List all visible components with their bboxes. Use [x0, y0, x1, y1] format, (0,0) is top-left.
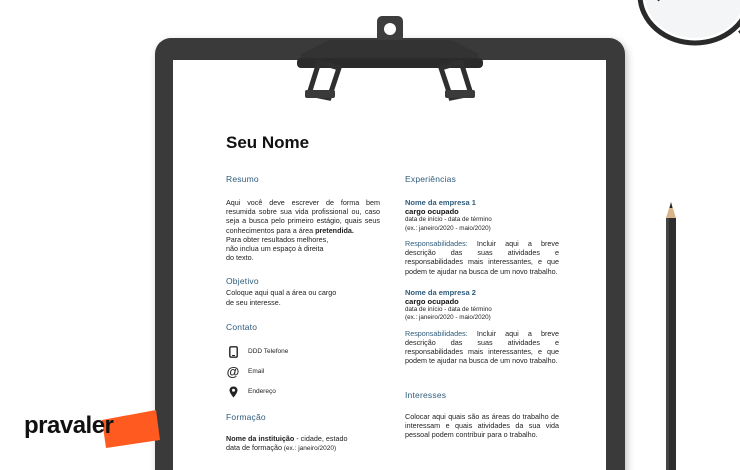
contact-phone: DDD Telefone: [226, 342, 380, 362]
clipboard-clip: [289, 14, 489, 104]
contact-email: @ Email: [226, 364, 265, 380]
experience-item-1: [405, 198, 559, 276]
contact-address: Endereço: [226, 382, 380, 402]
dates: data de início - data de término: [405, 305, 492, 313]
role: cargo ocupado: [405, 207, 459, 216]
company-name: Nome da empresa 1: [405, 198, 476, 207]
interesses-text: Colocar aqui quais são as áreas do trabalho de interessam e quais atividades da sua vida pessoal podem contribuir para o trabalho.: [405, 411, 559, 440]
formacao-title: Formação: [226, 411, 266, 422]
resume-left-column: [226, 174, 380, 453]
role: cargo ocupado: [405, 296, 459, 306]
resume-right-column: [405, 174, 559, 439]
dates: data de início - data de término: [405, 216, 492, 223]
formacao-institution: Nome da instituição - cidade, estado: [226, 433, 348, 443]
resumo-title: Resumo: [226, 174, 259, 184]
responsibilities: Responsabilidades: Incluir aqui a breve descrição das suas atividades e responsabilidades mais interessantes, e que podem te ajudar na busca de um novo trabalho.: [405, 328, 559, 366]
company-name: Nome da empresa 2: [405, 287, 476, 297]
objetivo-line-2: de seu interesse.: [226, 297, 281, 307]
phone-icon: [226, 345, 240, 359]
contato-title: Contato: [226, 321, 258, 332]
formacao-date: data de formação (ex.: janeiro/2020): [226, 443, 337, 453]
resumo-extra-line-2: não inclua um espaço à direita: [226, 244, 324, 254]
objetivo-title: Objetivo: [226, 276, 259, 287]
pencil-image: [660, 200, 682, 470]
resumo-extra-line-3: do texto.: [226, 253, 254, 263]
objetivo-line-1: Coloque aqui qual a área ou cargo: [226, 288, 337, 298]
at-icon: @: [226, 364, 240, 380]
location-pin-icon: [226, 385, 240, 399]
experience-item-2: [405, 288, 559, 366]
responsibilities: Responsabilidades: Incluir aqui a breve descrição das suas atividades e responsabilidades mais interessantes, e que podem te ajudar na busca de um novo trabalho.: [405, 239, 559, 276]
pravaler-logo: [24, 408, 144, 452]
experiencias-title: Experiências: [405, 174, 457, 184]
resume-name: Seu Nome: [226, 133, 310, 152]
resumo-text: Aqui você deve escrever de forma bem resumida sobre sua vida profissional ou, caso seja a busca pelo primeiro estágio, quais seus conhecimentos para a área pretendida.: [226, 198, 380, 235]
logo-text: pravaler: [24, 412, 114, 439]
dates-example: (ex.: janeiro/2020 - maio/2020): [405, 314, 491, 322]
resumo-extra-line-1: Para obter resultados melhores,: [226, 234, 329, 244]
dates-example: (ex.: janeiro/2020 - maio/2020): [405, 224, 491, 232]
interesses-title: Interesses: [405, 389, 447, 400]
